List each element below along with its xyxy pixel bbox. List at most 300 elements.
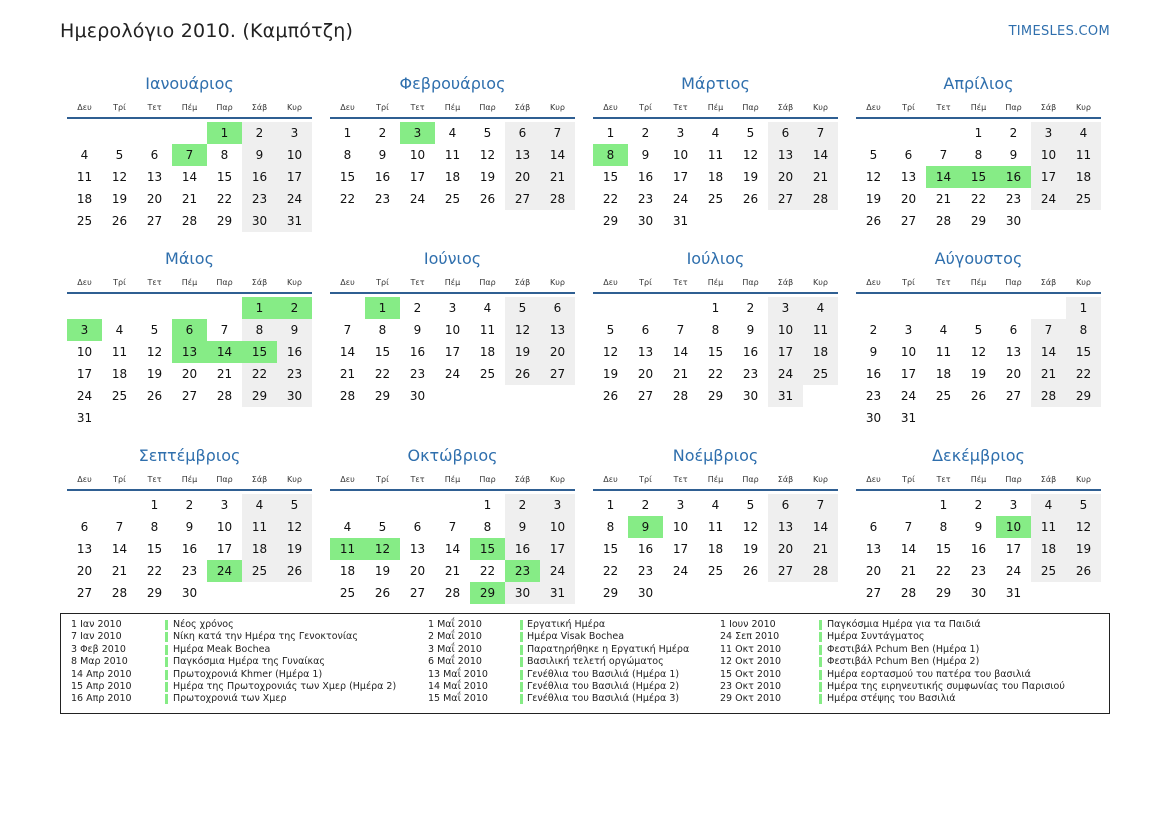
weekday-label: Τρί	[902, 102, 915, 112]
day-cell: 8	[343, 148, 352, 162]
holiday-day-cell: 3	[400, 122, 435, 144]
weekday-label: Πέμ	[444, 102, 461, 112]
day-cell: 23	[637, 564, 654, 578]
day-cell: 18	[444, 170, 461, 184]
holiday-name: Παγκόσμια Ημέρα της Γυναίκας	[173, 656, 325, 668]
holiday-marker	[165, 620, 168, 630]
day-cell: 14	[111, 542, 128, 556]
day-cell: 26	[374, 586, 391, 600]
holiday-marker	[819, 645, 822, 655]
day-cell: 19	[742, 542, 759, 556]
day-cell: 16	[505, 538, 540, 560]
day-cell: 24	[768, 363, 803, 385]
day-cell: 9	[974, 520, 983, 534]
holiday-marker	[520, 682, 523, 692]
day-cell: 22	[935, 564, 952, 578]
day-cell: 27	[865, 586, 882, 600]
day-cell: 20	[865, 564, 882, 578]
weekday-label: Πέμ	[444, 474, 461, 484]
day-cell: 13	[865, 542, 882, 556]
day-cell: 22	[1066, 363, 1101, 385]
day-cell: 3	[1031, 122, 1066, 144]
weekday-label: Τετ	[410, 102, 425, 112]
day-cell: 28	[216, 389, 233, 403]
day-cell: 26	[742, 192, 759, 206]
day-cell: 16	[865, 367, 882, 381]
day-cell: 19	[742, 170, 759, 184]
day-cell: 17	[1031, 166, 1066, 188]
day-cell: 19	[479, 170, 496, 184]
day-cell: 29	[374, 389, 391, 403]
day-cell: 31	[76, 411, 93, 425]
day-cell: 25	[707, 564, 724, 578]
weekday-label: Τρί	[376, 277, 389, 287]
weekday-label: Πέμ	[970, 277, 987, 287]
days-grid	[856, 122, 1101, 232]
weekday-label: Τετ	[410, 277, 425, 287]
weekday-label: Σάβ	[514, 277, 531, 287]
day-cell: 30	[505, 582, 540, 604]
day-cell: 19	[970, 367, 987, 381]
holiday-name: Γενέθλια του Βασιλιά (Ημέρα 3)	[527, 693, 680, 705]
day-cell: 10	[277, 144, 312, 166]
month-calendar	[67, 445, 312, 604]
day-cell: 8	[378, 323, 387, 337]
day-cell: 29	[1066, 385, 1101, 407]
holiday-marker	[819, 632, 822, 642]
day-cell: 8	[483, 520, 492, 534]
holiday-name: Ημέρα της ειρηνευτικής συμφωνίας του Παρισιού	[827, 680, 1065, 692]
day-cell: 7	[448, 520, 457, 534]
holiday-day-cell: 7	[172, 144, 207, 166]
day-cell: 11	[242, 516, 277, 538]
empty-cell	[400, 494, 435, 516]
holiday-day-cell: 15	[961, 166, 996, 188]
day-cell: 10	[768, 319, 803, 341]
day-cell: 16	[374, 170, 391, 184]
day-cell: 20	[900, 192, 917, 206]
day-cell: 7	[676, 323, 685, 337]
day-cell: 6	[641, 323, 650, 337]
day-cell: 3	[676, 126, 685, 140]
weekday-label: Δευ	[866, 102, 881, 112]
day-cell: 2	[746, 301, 755, 315]
day-cell: 16	[742, 345, 759, 359]
day-cell: 26	[146, 389, 163, 403]
month-name: Δεκέμβριος	[932, 446, 1025, 465]
day-cell: 20	[768, 538, 803, 560]
day-cell: 2	[242, 122, 277, 144]
day-cell: 2	[185, 498, 194, 512]
day-cell: 21	[1031, 363, 1066, 385]
holiday-day-cell: 16	[996, 166, 1031, 188]
day-cell: 1	[150, 498, 159, 512]
day-cell: 20	[181, 367, 198, 381]
holiday-day-cell: 2	[277, 297, 312, 319]
day-cell: 13	[505, 144, 540, 166]
day-cell: 28	[900, 586, 917, 600]
day-cell: 4	[242, 494, 277, 516]
day-cell: 23	[374, 192, 391, 206]
day-cell: 2	[641, 498, 650, 512]
weekday-label: Σάβ	[1040, 474, 1057, 484]
month-calendar	[856, 248, 1101, 429]
day-cell: 9	[413, 323, 422, 337]
weekday-label: Πέμ	[444, 277, 461, 287]
day-cell: 27	[505, 188, 540, 210]
holiday-day-cell: 23	[505, 560, 540, 582]
day-cell: 22	[242, 363, 277, 385]
empty-cell	[856, 122, 891, 144]
weekday-label: Κυρ	[813, 277, 828, 287]
day-cell: 5	[505, 297, 540, 319]
weekday-label: Παρ	[1005, 277, 1022, 287]
weekday-label: Τρί	[639, 102, 652, 112]
weekday-label: Παρ	[742, 474, 759, 484]
days-grid	[856, 494, 1101, 604]
day-cell: 24	[540, 560, 575, 582]
day-cell: 30	[637, 214, 654, 228]
holiday-date: 12 Οκτ 2010	[720, 656, 782, 668]
day-cell: 17	[216, 542, 233, 556]
day-cell: 10	[409, 148, 426, 162]
day-cell: 3	[1009, 498, 1018, 512]
month-name: Ιούλιος	[686, 249, 745, 268]
empty-cell	[891, 122, 926, 144]
weekday-label: Τετ	[410, 474, 425, 484]
day-cell: 3	[277, 122, 312, 144]
empty-cell	[856, 494, 891, 516]
days-grid	[593, 494, 838, 604]
day-cell: 8	[974, 148, 983, 162]
days-grid	[330, 494, 575, 604]
weekday-label: Πέμ	[970, 102, 987, 112]
empty-cell	[891, 494, 926, 516]
day-cell: 20	[540, 341, 575, 363]
weekday-label: Δευ	[340, 474, 355, 484]
day-cell: 8	[606, 520, 615, 534]
empty-cell	[593, 297, 628, 319]
day-cell: 10	[540, 516, 575, 538]
day-cell: 4	[1066, 122, 1101, 144]
day-cell: 2	[869, 323, 878, 337]
day-cell: 24	[1005, 564, 1022, 578]
legend-row	[720, 619, 1080, 631]
holiday-name: Ημέρα εορτασμού του πατέρα του βασιλιά	[827, 668, 1031, 680]
weekday-label: Δευ	[866, 474, 881, 484]
day-cell: 26	[505, 363, 540, 385]
day-cell: 31	[900, 411, 917, 425]
day-cell: 30	[277, 385, 312, 407]
day-cell: 20	[637, 367, 654, 381]
holiday-marker	[819, 657, 822, 667]
day-cell: 18	[707, 170, 724, 184]
empty-cell	[926, 297, 961, 319]
day-cell: 30	[242, 210, 277, 232]
day-cell: 13	[76, 542, 93, 556]
weekday-label: Τρί	[376, 102, 389, 112]
day-cell: 24	[672, 192, 689, 206]
holiday-name: Ημέρα Visak Bochea	[527, 631, 625, 643]
day-cell: 25	[1066, 188, 1101, 210]
day-cell: 27	[540, 363, 575, 385]
holiday-name: Ημέρα της Πρωτοχρονιάς των Χμερ (Ημέρα 2)	[173, 680, 397, 692]
day-cell: 30	[637, 586, 654, 600]
day-cell: 18	[111, 367, 128, 381]
weekday-label: Τετ	[936, 474, 951, 484]
day-cell: 24	[277, 188, 312, 210]
weekday-label: Δευ	[77, 102, 92, 112]
day-cell: 2	[378, 126, 387, 140]
empty-cell	[330, 494, 365, 516]
day-cell: 2	[1009, 126, 1018, 140]
weekday-label: Σάβ	[251, 102, 268, 112]
day-cell: 25	[339, 586, 356, 600]
empty-cell	[330, 297, 365, 319]
day-cell: 4	[711, 498, 720, 512]
day-cell: 28	[803, 188, 838, 210]
holiday-marker	[520, 645, 523, 655]
day-cell: 5	[1066, 494, 1101, 516]
month-calendar	[330, 248, 575, 407]
legend-row	[720, 644, 1080, 656]
day-cell: 22	[339, 192, 356, 206]
day-cell: 21	[803, 538, 838, 560]
day-cell: 1	[1066, 297, 1101, 319]
day-cell: 15	[935, 542, 952, 556]
legend-row	[71, 669, 431, 681]
day-cell: 20	[409, 564, 426, 578]
empty-cell	[1031, 297, 1066, 319]
weekday-label: Παρ	[216, 474, 233, 484]
weekday-label: Δευ	[866, 277, 881, 287]
day-cell: 7	[540, 122, 575, 144]
day-cell: 15	[1066, 341, 1101, 363]
empty-cell	[137, 297, 172, 319]
month-name: Μάιος	[165, 249, 214, 268]
empty-cell	[996, 297, 1031, 319]
holiday-date: 7 Ιαν 2010	[71, 631, 122, 643]
day-cell: 12	[602, 345, 619, 359]
day-cell: 17	[540, 538, 575, 560]
holiday-name: Παγκόσμια Ημέρα για τα Παιδιά	[827, 619, 981, 630]
month-name: Ιούνιος	[423, 249, 482, 268]
day-cell: 26	[970, 389, 987, 403]
holiday-day-cell: 24	[207, 560, 242, 582]
day-cell: 28	[339, 389, 356, 403]
holiday-marker	[165, 645, 168, 655]
day-cell: 3	[768, 297, 803, 319]
legend-row	[71, 656, 431, 668]
day-cell: 17	[444, 345, 461, 359]
weekday-label: Κυρ	[550, 102, 565, 112]
day-cell: 6	[904, 148, 913, 162]
day-cell: 9	[746, 323, 755, 337]
month-calendar	[593, 73, 838, 232]
day-cell: 23	[242, 188, 277, 210]
day-cell: 31	[768, 385, 803, 407]
day-cell: 30	[865, 411, 882, 425]
day-cell: 1	[974, 126, 983, 140]
day-cell: 17	[76, 367, 93, 381]
day-cell: 18	[803, 341, 838, 363]
weekday-label: Τετ	[147, 277, 162, 287]
weekday-header	[67, 469, 312, 491]
holiday-date: 23 Οκτ 2010	[720, 680, 782, 692]
days-grid	[593, 297, 838, 407]
day-cell: 9	[378, 148, 387, 162]
legend-row	[720, 656, 1080, 668]
weekday-label: Παρ	[479, 277, 496, 287]
day-cell: 25	[444, 192, 461, 206]
holiday-marker	[819, 620, 822, 630]
holiday-day-cell: 11	[330, 538, 365, 560]
day-cell: 29	[146, 586, 163, 600]
holiday-name: Νίκη κατά την Ημέρα της Γενοκτονίας	[173, 631, 358, 643]
day-cell: 9	[277, 319, 312, 341]
weekday-header	[67, 272, 312, 294]
day-cell: 19	[505, 341, 540, 363]
day-cell: 21	[216, 367, 233, 381]
day-cell: 24	[900, 389, 917, 403]
weekday-label: Τετ	[673, 102, 688, 112]
weekday-label: Κυρ	[550, 474, 565, 484]
weekday-label: Κυρ	[287, 474, 302, 484]
day-cell: 6	[768, 122, 803, 144]
day-cell: 23	[409, 367, 426, 381]
day-cell: 21	[672, 367, 689, 381]
day-cell: 26	[865, 214, 882, 228]
day-cell: 2	[505, 494, 540, 516]
month-name: Σεπτέμβριος	[138, 446, 241, 465]
holiday-date: 24 Σεπ 2010	[720, 631, 780, 643]
day-cell: 27	[76, 586, 93, 600]
holiday-date: 8 Μαρ 2010	[71, 656, 128, 668]
day-cell: 6	[80, 520, 89, 534]
day-cell: 1	[606, 126, 615, 140]
day-cell: 19	[277, 538, 312, 560]
day-cell: 4	[1031, 494, 1066, 516]
day-cell: 9	[869, 345, 878, 359]
empty-cell	[961, 297, 996, 319]
day-cell: 14	[900, 542, 917, 556]
day-cell: 12	[479, 148, 496, 162]
day-cell: 19	[146, 367, 163, 381]
holiday-day-cell: 12	[365, 538, 400, 560]
day-cell: 8	[242, 319, 277, 341]
weekday-label: Σάβ	[251, 277, 268, 287]
weekday-label: Πέμ	[181, 474, 198, 484]
holiday-day-cell: 13	[172, 341, 207, 363]
day-cell: 20	[505, 166, 540, 188]
day-cell: 8	[711, 323, 720, 337]
day-cell: 11	[803, 319, 838, 341]
weekday-label: Παρ	[742, 102, 759, 112]
holiday-name: Πρωτοχρονιά των Χμερ	[173, 693, 287, 705]
day-cell: 5	[974, 323, 983, 337]
day-cell: 16	[409, 345, 426, 359]
holiday-date: 1 Ιουν 2010	[720, 619, 776, 630]
day-cell: 17	[672, 170, 689, 184]
weekday-label: Κυρ	[1076, 474, 1091, 484]
day-cell: 14	[803, 144, 838, 166]
empty-cell	[137, 122, 172, 144]
day-cell: 5	[483, 126, 492, 140]
day-cell: 9	[242, 144, 277, 166]
holiday-marker	[165, 657, 168, 667]
day-cell: 5	[115, 148, 124, 162]
holiday-day-cell: 10	[996, 516, 1031, 538]
empty-cell	[67, 494, 102, 516]
day-cell: 11	[1066, 144, 1101, 166]
weekday-label: Δευ	[603, 102, 618, 112]
weekday-label: Παρ	[216, 277, 233, 287]
day-cell: 23	[1005, 192, 1022, 206]
weekday-label: Τετ	[936, 277, 951, 287]
holiday-day-cell: 6	[172, 319, 207, 341]
day-cell: 20	[76, 564, 93, 578]
weekday-header	[856, 272, 1101, 294]
day-cell: 13	[768, 144, 803, 166]
month-calendar	[330, 445, 575, 604]
day-cell: 28	[803, 560, 838, 582]
weekday-label: Τετ	[936, 102, 951, 112]
holiday-legend	[60, 613, 1110, 714]
day-cell: 14	[181, 170, 198, 184]
day-cell: 12	[742, 148, 759, 162]
month-name: Μάρτιος	[681, 74, 750, 93]
holiday-date: 29 Οκτ 2010	[720, 693, 782, 705]
holiday-marker	[819, 682, 822, 692]
day-cell: 16	[277, 341, 312, 363]
day-cell: 7	[803, 122, 838, 144]
holiday-marker	[520, 694, 523, 704]
holiday-marker	[165, 694, 168, 704]
weekday-label: Παρ	[216, 102, 233, 112]
holiday-day-cell: 15	[242, 341, 277, 363]
month-calendar	[593, 445, 838, 604]
empty-cell	[67, 122, 102, 144]
day-cell: 15	[216, 170, 233, 184]
legend-row	[71, 631, 431, 643]
day-cell: 6	[150, 148, 159, 162]
day-cell: 26	[1066, 560, 1101, 582]
day-cell: 6	[505, 122, 540, 144]
day-cell: 5	[869, 148, 878, 162]
month-name: Αύγουστος	[934, 249, 1023, 268]
holiday-date: 15 Μαΐ 2010	[428, 693, 488, 705]
holiday-name: Φεστιβάλ Pchum Ben (Ημέρα 1)	[827, 643, 980, 655]
site-link[interactable]: TIMESLES.COM	[1008, 24, 1110, 39]
day-cell: 22	[216, 192, 233, 206]
day-cell: 14	[672, 345, 689, 359]
day-cell: 9	[1009, 148, 1018, 162]
day-cell: 29	[602, 214, 619, 228]
day-cell: 7	[1031, 319, 1066, 341]
day-cell: 23	[277, 363, 312, 385]
weekday-header	[856, 97, 1101, 119]
holiday-day-cell: 3	[67, 319, 102, 341]
month-name: Φεβρουάριος	[399, 74, 506, 93]
day-cell: 12	[146, 345, 163, 359]
legend-row	[720, 669, 1080, 681]
day-cell: 10	[1031, 144, 1066, 166]
day-cell: 5	[606, 323, 615, 337]
weekday-label: Τετ	[147, 474, 162, 484]
day-cell: 2	[641, 126, 650, 140]
weekday-label: Παρ	[479, 474, 496, 484]
day-cell: 23	[865, 389, 882, 403]
